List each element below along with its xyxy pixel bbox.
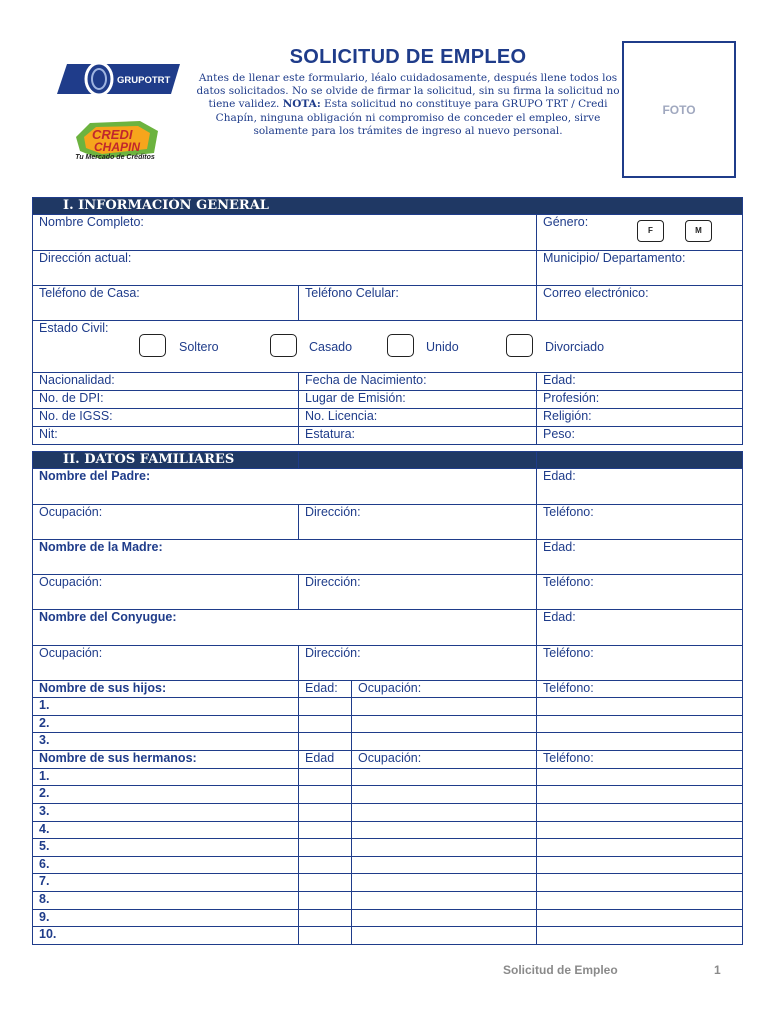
sibling-occupation-cell[interactable]: [352, 874, 537, 892]
mother-age-field[interactable]: Edad:: [537, 540, 743, 575]
birth-date-field[interactable]: Fecha de Nacimiento:: [299, 373, 537, 391]
cell-phone-field[interactable]: Teléfono Celular:: [299, 286, 537, 321]
height-field[interactable]: Estatura:: [299, 427, 537, 445]
mother-address-field[interactable]: Dirección:: [299, 575, 537, 610]
sibling-name-cell[interactable]: 9.: [33, 909, 299, 927]
sibling-phone-cell[interactable]: [537, 891, 743, 909]
mother-name-field[interactable]: Nombre de la Madre:: [33, 540, 537, 575]
nota-text: Esta solicitud no constituye para GRUPO TRT / Credi Chapín, ninguna obligación ni compromiso de conceder el empleo, sirve solamente para los trámites de ingreso al nuevo personal.: [215, 98, 608, 137]
unido-label: Unido: [426, 340, 459, 354]
credi-tagline: Tu Mercado de Créditos: [75, 154, 155, 161]
sibling-occupation-cell[interactable]: [352, 891, 537, 909]
children-age-header: Edad:: [299, 681, 352, 698]
credi-logo-line1: CREDI: [92, 127, 133, 142]
sibling-row: [33, 803, 743, 821]
gender-label: Género:: [543, 215, 589, 229]
child-row: [33, 698, 743, 716]
sibling-occupation-cell[interactable]: [352, 803, 537, 821]
nationality-field[interactable]: Nacionalidad:: [33, 373, 299, 391]
profession-field[interactable]: Profesión:: [537, 391, 743, 409]
siblings-header: Nombre de sus hermanos:: [33, 750, 299, 768]
divorciado-checkbox[interactable]: [506, 334, 533, 357]
spouse-occupation-field[interactable]: Ocupación:: [33, 646, 299, 681]
sibling-occupation-cell[interactable]: [352, 786, 537, 804]
credi-logo-line2: CHAPIN: [94, 140, 141, 154]
father-phone-field[interactable]: Teléfono:: [537, 505, 743, 540]
child-age-cell[interactable]: [299, 698, 352, 716]
child-age-cell[interactable]: [299, 733, 352, 751]
soltero-label: Soltero: [179, 340, 219, 354]
divorciado-label: Divorciado: [545, 340, 605, 354]
religion-field[interactable]: Religión:: [537, 409, 743, 427]
sibling-name-cell[interactable]: 3.: [33, 803, 299, 821]
sibling-phone-cell[interactable]: [537, 803, 743, 821]
sibling-name-cell[interactable]: 6.: [33, 856, 299, 874]
gender-field: [537, 215, 743, 251]
spouse-age-field[interactable]: Edad:: [537, 610, 743, 646]
license-field[interactable]: No. Licencia:: [299, 409, 537, 427]
child-occupation-cell[interactable]: [352, 733, 537, 751]
sibling-age-cell[interactable]: [299, 927, 352, 945]
sibling-age-cell[interactable]: [299, 874, 352, 892]
sibling-name-cell[interactable]: 10.: [33, 927, 299, 945]
dpi-field[interactable]: No. de DPI:: [33, 391, 299, 409]
sibling-age-cell[interactable]: [299, 821, 352, 839]
father-name-field[interactable]: Nombre del Padre:: [33, 469, 537, 505]
form-header: [0, 0, 768, 195]
sibling-phone-cell[interactable]: [537, 909, 743, 927]
casado-checkbox[interactable]: [270, 334, 297, 357]
siblings-age-header: Edad: [299, 750, 352, 768]
sibling-row: [33, 927, 743, 945]
grupotrt-logo: [55, 60, 180, 98]
siblings-rows: [33, 768, 743, 944]
sibling-phone-cell[interactable]: [537, 874, 743, 892]
igss-field[interactable]: No. de IGSS:: [33, 409, 299, 427]
sibling-row: [33, 839, 743, 857]
unido-checkbox[interactable]: [387, 334, 414, 357]
sibling-age-cell[interactable]: [299, 891, 352, 909]
soltero-checkbox[interactable]: [139, 334, 166, 357]
issue-place-field[interactable]: Lugar de Emisión:: [299, 391, 537, 409]
email-field[interactable]: Correo electrónico:: [537, 286, 743, 321]
marital-status-field: [33, 321, 743, 373]
sibling-name-cell[interactable]: 8.: [33, 891, 299, 909]
sibling-name-cell[interactable]: 2.: [33, 786, 299, 804]
sibling-age-cell[interactable]: [299, 909, 352, 927]
form-instructions: [196, 72, 620, 138]
form-title: SOLICITUD DE EMPLEO: [289, 46, 527, 68]
child-row: [33, 733, 743, 751]
gender-m-checkbox[interactable]: M: [685, 220, 712, 242]
siblings-occupation-header: Ocupación:: [352, 750, 537, 768]
sibling-age-cell[interactable]: [299, 803, 352, 821]
address-field[interactable]: Dirección actual:: [33, 251, 537, 286]
sibling-phone-cell[interactable]: [537, 786, 743, 804]
child-occupation-cell[interactable]: [352, 715, 537, 733]
sibling-row: [33, 891, 743, 909]
full-name-field[interactable]: Nombre Completo:: [33, 215, 537, 251]
sibling-phone-cell[interactable]: [537, 839, 743, 857]
sibling-row: [33, 856, 743, 874]
children-occupation-header: Ocupación:: [352, 681, 537, 698]
nota-label: NOTA:: [282, 98, 321, 111]
spouse-address-field[interactable]: Dirección:: [299, 646, 537, 681]
nit-field[interactable]: Nit:: [33, 427, 299, 445]
sibling-occupation-cell[interactable]: [352, 909, 537, 927]
sibling-row: [33, 786, 743, 804]
sibling-name-cell[interactable]: 4.: [33, 821, 299, 839]
children-header: Nombre de sus hijos:: [33, 681, 299, 698]
section-general-info-header: I. INFORMACIÓN GENERAL: [33, 198, 743, 215]
photo-label: FOTO: [662, 102, 696, 117]
spouse-name-field[interactable]: Nombre del Conyugue:: [33, 610, 537, 646]
sibling-occupation-cell[interactable]: [352, 839, 537, 857]
child-phone-cell[interactable]: [537, 698, 743, 716]
father-occupation-field[interactable]: Ocupación:: [33, 505, 299, 540]
sibling-occupation-cell[interactable]: [352, 927, 537, 945]
father-age-field[interactable]: Edad:: [537, 469, 743, 505]
children-rows: [33, 698, 743, 751]
child-occupation-cell[interactable]: [352, 698, 537, 716]
grupotrt-logo-text: GRUPOTRT: [117, 75, 171, 86]
sibling-occupation-cell[interactable]: [352, 768, 537, 786]
gender-f-checkbox[interactable]: F: [637, 220, 664, 242]
siblings-phone-header: Teléfono:: [537, 750, 743, 768]
page-number: 1: [714, 963, 721, 977]
sibling-name-cell[interactable]: 5.: [33, 839, 299, 857]
child-age-cell[interactable]: [299, 715, 352, 733]
mother-phone-field[interactable]: Teléfono:: [537, 575, 743, 610]
photo-box[interactable]: [622, 41, 736, 178]
sibling-age-cell[interactable]: [299, 856, 352, 874]
casado-label: Casado: [309, 340, 353, 354]
marital-status-label: Estado Civil:: [39, 321, 109, 335]
municipality-field[interactable]: Municipio/ Departamento:: [537, 251, 743, 286]
age-field[interactable]: Edad:: [537, 373, 743, 391]
mother-occupation-field[interactable]: Ocupación:: [33, 575, 299, 610]
spouse-phone-field[interactable]: Teléfono:: [537, 646, 743, 681]
child-phone-cell[interactable]: [537, 715, 743, 733]
sibling-age-cell[interactable]: [299, 839, 352, 857]
child-name-cell[interactable]: 1.: [33, 698, 299, 716]
section-family-header-mid: [299, 452, 537, 469]
sibling-row: [33, 909, 743, 927]
child-name-cell[interactable]: 2.: [33, 715, 299, 733]
family-data-table: [32, 451, 743, 945]
section-family-header: II. DATOS FAMILIARES: [33, 452, 299, 469]
sibling-phone-cell[interactable]: [537, 821, 743, 839]
general-info-table: [32, 197, 743, 445]
weight-field[interactable]: Peso:: [537, 427, 743, 445]
sibling-occupation-cell[interactable]: [352, 856, 537, 874]
section-family-header-right: [537, 452, 743, 469]
sibling-row: [33, 821, 743, 839]
sibling-row: [33, 768, 743, 786]
sibling-phone-cell[interactable]: [537, 856, 743, 874]
sibling-phone-cell[interactable]: [537, 927, 743, 945]
sibling-name-cell[interactable]: 1.: [33, 768, 299, 786]
children-phone-header: Teléfono:: [537, 681, 743, 698]
child-row: [33, 715, 743, 733]
footer-title: Solicitud de Empleo: [503, 963, 618, 977]
child-phone-cell[interactable]: [537, 733, 743, 751]
sibling-row: [33, 874, 743, 892]
sibling-name-cell[interactable]: 7.: [33, 874, 299, 892]
father-address-field[interactable]: Dirección:: [299, 505, 537, 540]
sibling-age-cell[interactable]: [299, 768, 352, 786]
sibling-occupation-cell[interactable]: [352, 821, 537, 839]
sibling-age-cell[interactable]: [299, 786, 352, 804]
sibling-phone-cell[interactable]: [537, 768, 743, 786]
child-name-cell[interactable]: 3.: [33, 733, 299, 751]
home-phone-field[interactable]: Teléfono de Casa:: [33, 286, 299, 321]
instructions-text: Antes de llenar este formulario, léalo cuidadosamente, después llene todos los datos solicitados. No se olvide de firmar la solicitud, sin su firma la solicitud no tiene validez.: [196, 72, 620, 111]
